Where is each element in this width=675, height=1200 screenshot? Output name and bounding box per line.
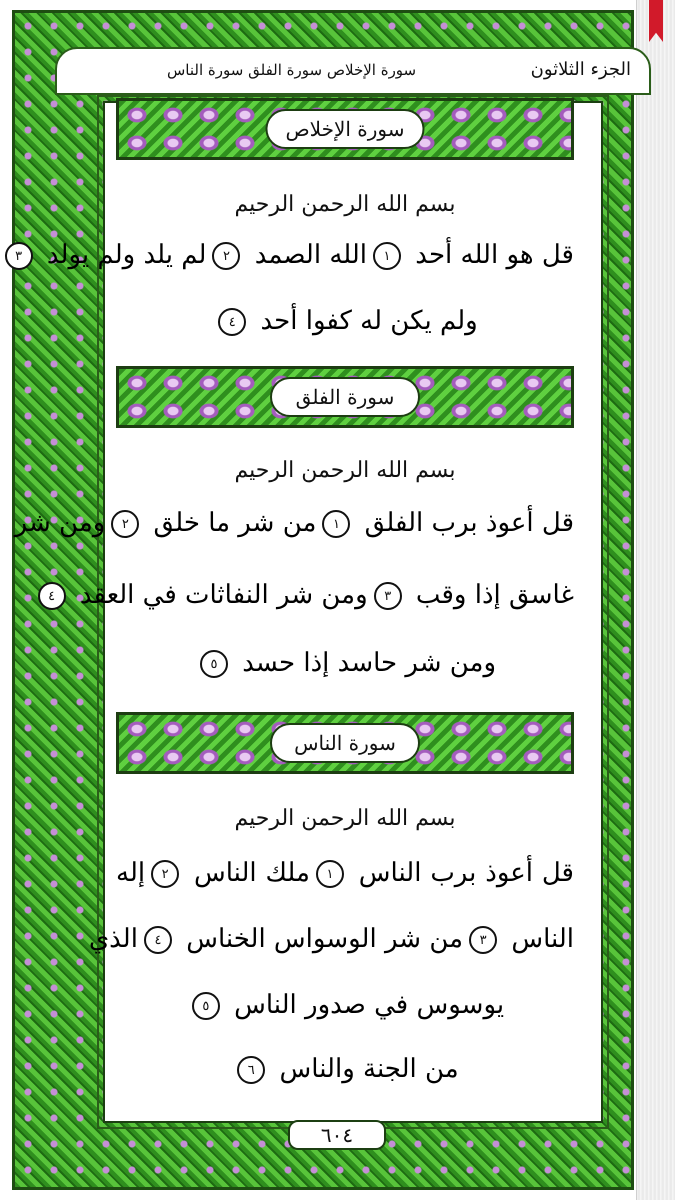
header-surah-names: سورة الإخلاص سورة الفلق سورة الناس — [167, 61, 417, 79]
ayah-text: ومن شر حاسد إذا حسد — [233, 648, 497, 678]
ayah-number-marker: ٢ — [151, 860, 179, 888]
ayah-number-marker: ١ — [373, 242, 401, 270]
ayah-line — [116, 1054, 574, 1084]
ayah-text: من الجنة والناس — [271, 1054, 459, 1084]
ayah-number-marker: ٤ — [144, 926, 172, 954]
ayah-number-marker: ٣ — [469, 926, 497, 954]
surah-title-nas: سورة الناس — [270, 723, 420, 763]
page-header — [55, 47, 651, 95]
ayah-text: ومن شر — [14, 508, 106, 538]
ayah-number-marker: ٤ — [38, 582, 66, 610]
ayah-number-marker: ٥ — [192, 992, 220, 1020]
surah-banner-nas — [116, 712, 574, 774]
ayah-line — [116, 990, 574, 1020]
surah-banner-falaq — [116, 366, 574, 428]
ayah-line — [116, 648, 574, 678]
surah-banner-ikhlas — [116, 98, 574, 160]
ayah-line — [88, 924, 574, 954]
ayah-text: الله الصمد — [246, 240, 368, 270]
surah-title-ikhlas: سورة الإخلاص — [265, 109, 424, 149]
juz-label: الجزء الثلاثون — [530, 59, 631, 80]
ayah-number-marker: ١ — [316, 860, 344, 888]
ayah-text: قل هو الله أحد — [407, 240, 574, 270]
surah-title-falaq: سورة الفلق — [270, 377, 420, 417]
ayah-line — [116, 858, 574, 888]
ayah-text: الناس — [503, 924, 574, 954]
ayah-number-marker: ٢ — [212, 242, 240, 270]
ayah-text: من شر الوسواس الخناس — [177, 924, 464, 954]
ayah-line — [15, 240, 574, 270]
ayah-line — [48, 580, 574, 610]
ayah-number-marker: ١ — [322, 510, 350, 538]
basmala-nas: بسم الله الرحمن الرحيم — [234, 806, 456, 831]
page-number: ٦٠٤ — [288, 1120, 386, 1150]
ayah-text: لم يلد ولم يولد — [38, 240, 207, 270]
ayah-line — [14, 508, 574, 538]
ayah-text: ملك الناس — [185, 858, 310, 888]
ayah-text: من شر ما خلق — [145, 508, 317, 538]
ayah-number-marker: ٢ — [111, 510, 139, 538]
ayah-text: قل أعوذ برب الناس — [349, 858, 574, 888]
ayah-text: إله — [116, 858, 146, 888]
ayah-text: ولم يكن له كفوا أحد — [252, 306, 478, 336]
ayah-line — [116, 306, 574, 336]
ayah-text: غاسق إذا وقب — [407, 580, 574, 610]
ayah-number-marker: ٤ — [218, 308, 246, 336]
ayah-text: يوسوس في صدور الناس — [225, 990, 505, 1020]
page-edge — [636, 0, 675, 1200]
ayah-text: ومن شر النفاثات في العقد — [71, 580, 368, 610]
ayah-number-marker: ٣ — [5, 242, 33, 270]
ayah-number-marker: ٣ — [374, 582, 402, 610]
basmala-falaq: بسم الله الرحمن الرحيم — [234, 458, 456, 483]
basmala-ikhlas: بسم الله الرحمن الرحيم — [234, 192, 456, 217]
ayah-text: الذي — [88, 924, 138, 954]
ayah-number-marker: ٦ — [237, 1056, 265, 1084]
ayah-number-marker: ٥ — [200, 650, 228, 678]
ayah-text: قل أعوذ برب الفلق — [356, 508, 574, 538]
